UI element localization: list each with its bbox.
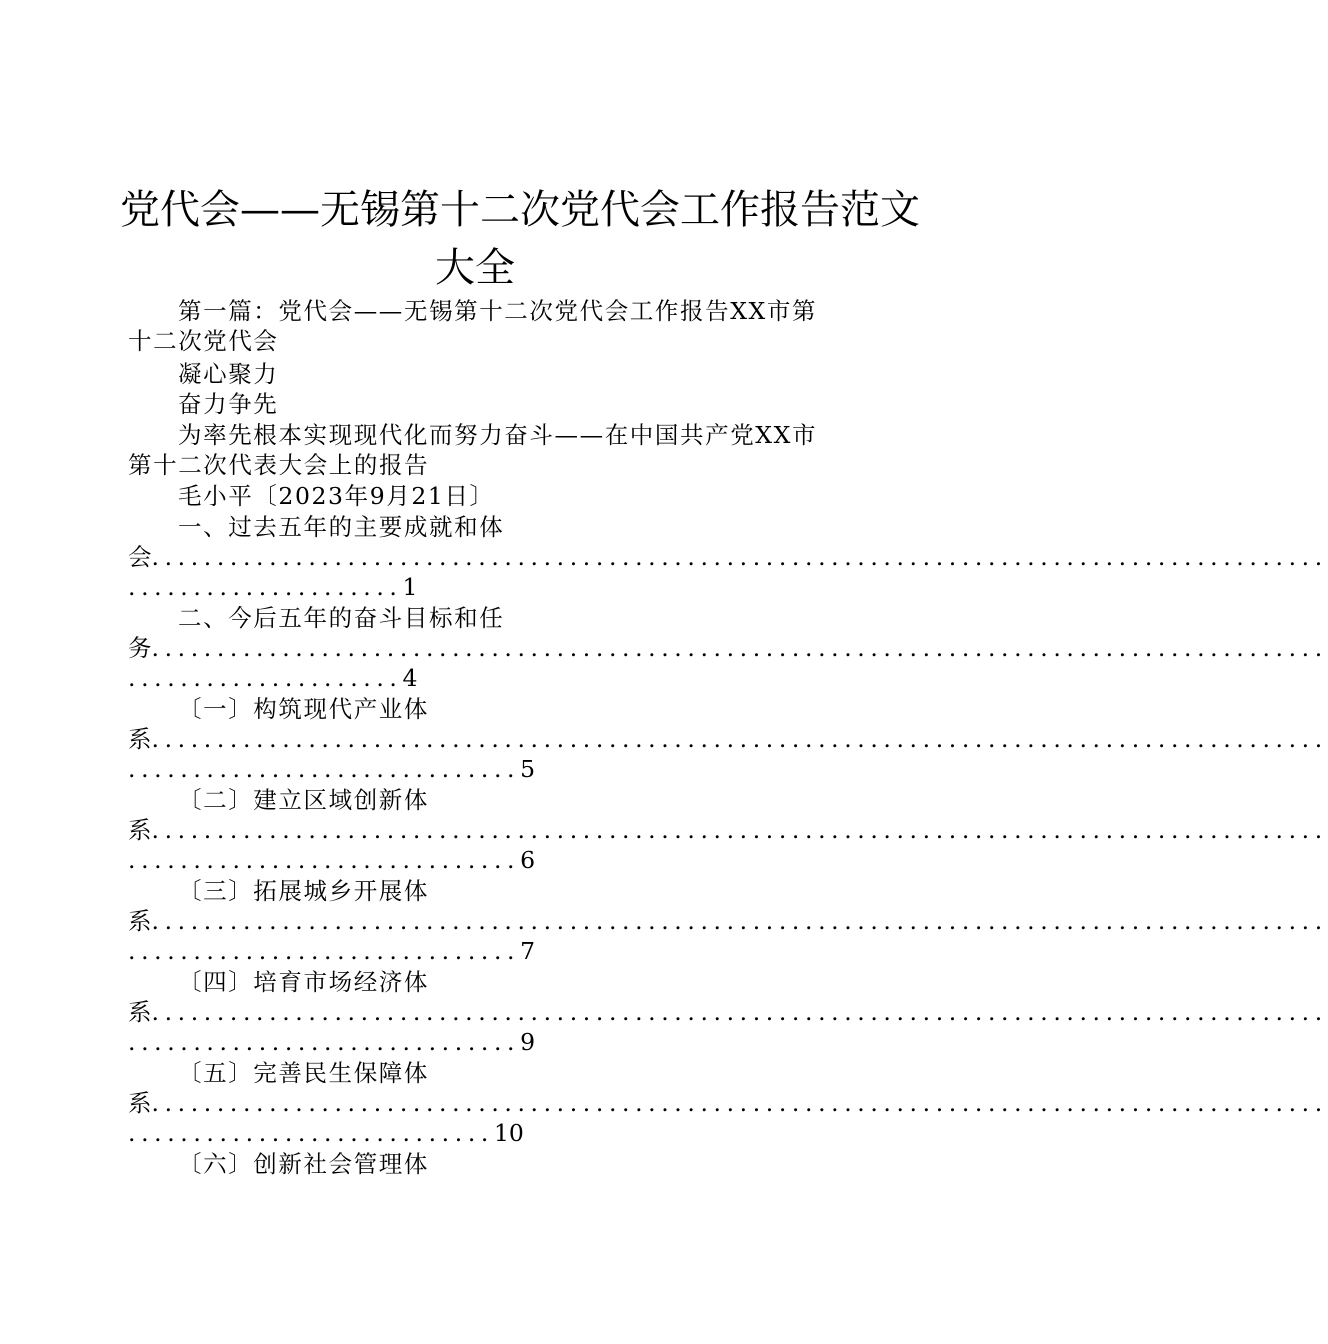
toc-page-number: 1: [402, 573, 418, 601]
toc-entry-heading: 〔五〕完善民生保障体: [178, 1059, 429, 1087]
toc-entry-page-line: ..............................7: [128, 937, 536, 965]
toc-entry-leader: 系..........................................................................................: [128, 1089, 1328, 1117]
toc-entry-leader: 系..........................................................................................: [128, 725, 1328, 753]
toc-entry-leader: 系..........................................................................................: [128, 907, 1328, 935]
toc-entry-tail: 系: [128, 1089, 152, 1117]
report-subtitle-line-2: 第十二次代表大会上的报告: [128, 451, 430, 479]
intro-line-2: 十二次党代会: [128, 327, 279, 355]
toc-page-number: 5: [520, 755, 536, 783]
toc-entry-page-line: ............................10: [128, 1119, 524, 1147]
document-title-line-2: 大全: [435, 245, 515, 291]
toc-entry-heading: 〔四〕培育市场经济体: [178, 968, 429, 996]
toc-entry-heading: 〔一〕构筑现代产业体: [178, 695, 429, 723]
toc-entry-leader: 系..........................................................................................: [128, 998, 1328, 1026]
toc-entry-tail: 系: [128, 998, 152, 1026]
toc-page-number: 10: [493, 1119, 524, 1147]
toc-page-number: 4: [402, 664, 418, 692]
intro-line-1: 第一篇：党代会——无锡第十二次党代会工作报告XX市第: [178, 297, 818, 325]
toc-entry-heading: 〔六〕创新社会管理体: [178, 1150, 429, 1178]
toc-entry-heading: 〔二〕建立区域创新体: [178, 786, 429, 814]
toc-entry-heading: 〔三〕拓展城乡开展体: [178, 877, 429, 905]
toc-entry-page-line: ..............................5: [128, 755, 536, 783]
toc-entry-leader: 务..........................................................................................: [128, 634, 1328, 662]
toc-entry-page-line: .....................1: [128, 573, 418, 601]
toc-entry-tail: 系: [128, 816, 152, 844]
toc-entry-leader: 会..........................................................................................: [128, 543, 1328, 571]
toc-entry-heading: 一、过去五年的主要成就和体: [178, 513, 505, 541]
toc-entry-tail: 会: [128, 543, 152, 571]
toc-page-number: 9: [520, 1028, 536, 1056]
toc-entry-heading: 二、今后五年的奋斗目标和任: [178, 604, 505, 632]
toc-page-number: 6: [520, 846, 536, 874]
report-subtitle-line-1: 为率先根本实现现代化而努力奋斗——在中国共产党XX市: [178, 421, 818, 449]
toc-entry-tail: 系: [128, 725, 152, 753]
toc-entry-page-line: ..............................6: [128, 846, 536, 874]
slogan-1: 凝心聚力: [178, 360, 279, 388]
toc-entry-tail: 务: [128, 634, 152, 662]
toc-entry-leader: 系..........................................................................................: [128, 816, 1328, 844]
toc-page-number: 7: [520, 937, 536, 965]
toc-entry-page-line: .....................4: [128, 664, 418, 692]
toc-entry-tail: 系: [128, 907, 152, 935]
slogan-2: 奋力争先: [178, 390, 279, 418]
document-title-line-1: 党代会——无锡第十二次党代会工作报告范文: [120, 187, 920, 233]
author-date: 毛小平〔2023年9月21日〕: [178, 482, 495, 510]
toc-entry-page-line: ..............................9: [128, 1028, 536, 1056]
